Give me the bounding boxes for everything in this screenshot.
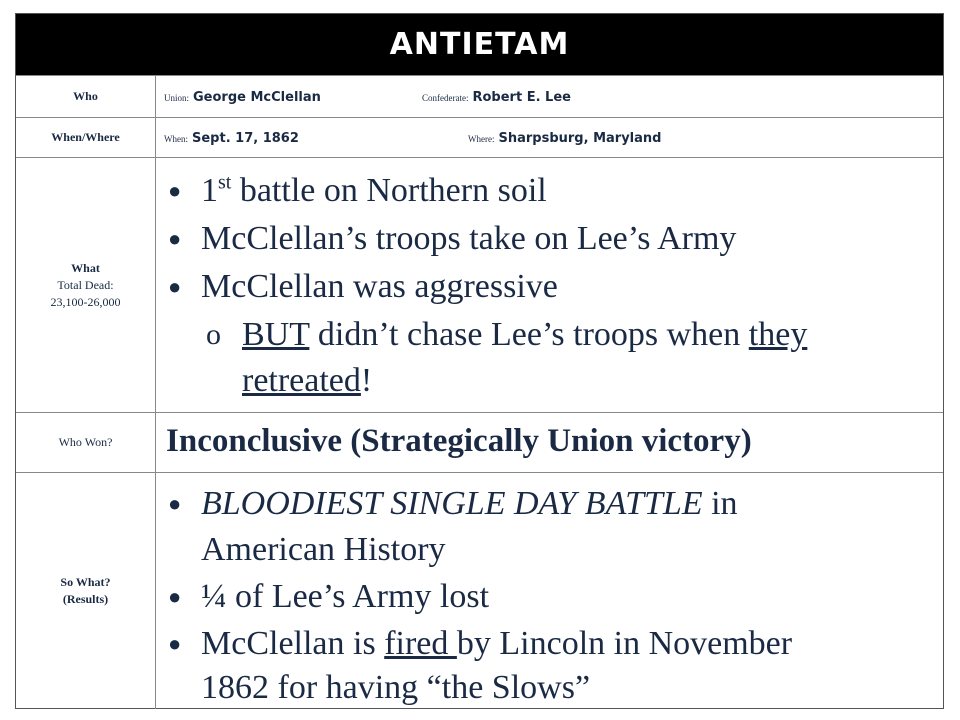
- so-what-bullet-3-cont: 1862 for having “the Slows”: [201, 669, 591, 706]
- where-label: Where:: [468, 133, 495, 144]
- label-who: Who: [16, 76, 156, 117]
- dead-label: Total Dead:: [57, 277, 114, 292]
- so-what-bullet-2: ● ¼ of Lee’s Army lost: [156, 574, 936, 620]
- so-what-bullet-1: ● BLOODIEST SINGLE DAY BATTLE in: [156, 481, 936, 527]
- cell-what: [156, 158, 943, 412]
- bullet-icon: ●: [168, 226, 182, 251]
- when-value: Sept. 17, 1862: [192, 130, 299, 146]
- sub-bullet-icon: o: [206, 318, 221, 351]
- bullet-icon: ●: [168, 631, 182, 656]
- antietam-table: [15, 13, 944, 709]
- bullet-icon: ●: [168, 584, 182, 609]
- what-sub-bullet-cont: retreated!: [242, 362, 373, 399]
- so-what-bullet-1-cont: American History: [201, 531, 446, 568]
- label-what: [16, 158, 156, 412]
- union-value: George McClellan: [193, 89, 321, 105]
- so-what-label: So What?: [60, 575, 111, 589]
- row-so-what: [16, 472, 943, 709]
- when-label: When:: [164, 133, 188, 144]
- results-label: (Results): [62, 592, 109, 606]
- row-what: [16, 157, 943, 412]
- confed-label: Confederate:: [422, 92, 469, 103]
- what-sub-bullet: o BUT didn’t chase Lee’s troops when they: [156, 312, 936, 358]
- who-won-value: Inconclusive (Strategically Union victory): [166, 423, 752, 459]
- label-so-what: [16, 473, 156, 709]
- bullet-icon: ●: [168, 274, 182, 299]
- cell-when-where: [156, 118, 943, 157]
- row-who-won: [16, 412, 943, 472]
- where-value: Sharpsburg, Maryland: [498, 130, 662, 146]
- label-who-won: Who Won?: [16, 413, 156, 472]
- bullet-icon: ●: [168, 178, 182, 203]
- row-who: [16, 75, 943, 117]
- confed-value: Robert E. Lee: [472, 89, 571, 105]
- page-title: ANTIETAM: [389, 27, 570, 62]
- label-when-where: When/Where: [16, 118, 156, 157]
- union-label: Union:: [164, 92, 190, 103]
- what-bullet-3: ● McClellan was aggressive: [156, 264, 936, 310]
- title-bar: [16, 14, 943, 75]
- bullet-icon: ●: [168, 491, 182, 516]
- cell-so-what: [156, 473, 943, 709]
- row-when-where: [16, 117, 943, 157]
- dead-value: 23,100-26,000: [50, 294, 121, 309]
- what-bullet-1: ● 1st battle on Northern soil: [156, 168, 936, 214]
- what-bullet-2: ● McClellan’s troops take on Lee’s Army: [156, 216, 936, 262]
- what-label: What: [71, 260, 100, 275]
- cell-who: [156, 76, 943, 117]
- so-what-bullet-3: ● McClellan is fired by Lincoln in November: [156, 621, 936, 667]
